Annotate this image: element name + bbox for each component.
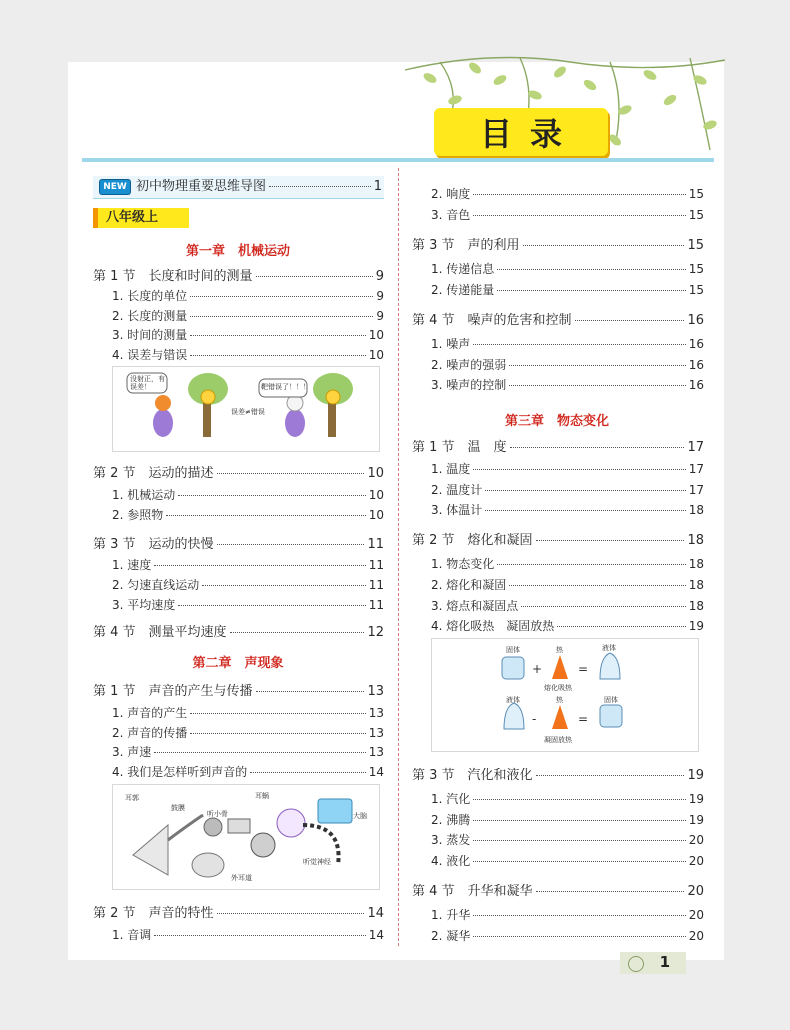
chapter-1-title: 第一章 机械运动 [185, 244, 290, 259]
toc-entry-l8[interactable]: 第 3 节 运动的快慢 11 [93, 537, 384, 552]
chapter-2-title: 第二章 声现象 [192, 656, 284, 671]
column-divider [398, 168, 399, 946]
toc-entry-l0[interactable]: 第 1 节 长度和时间的测量 9 [93, 269, 384, 284]
toc-entry-r25[interactable]: 2. 凝华 20 [431, 929, 704, 943]
illustration-melting: + = - = 固体 热 液体 熔化吸热 液体 热 固体 凝固放热 [431, 638, 699, 752]
illustration-error: 没射正，有误差！ 靶错误了！！！ 误差≠错误 [112, 366, 380, 452]
toc-title: 目录 [479, 115, 580, 153]
toc-entry-l17[interactable]: 4. 我们是怎样听到声音的 14 [112, 765, 384, 779]
toc-entry-r12[interactable]: 3. 体温计 18 [431, 503, 704, 517]
new-badge: NEW [99, 179, 131, 195]
toc-entry-l2[interactable]: 2. 长度的测量 9 [112, 309, 384, 323]
toc-entry-l12[interactable]: 第 4 节 测量平均速度 12 [93, 625, 384, 640]
toc-entry-l10[interactable]: 2. 匀速直线运动 11 [112, 578, 384, 592]
toc-entry-l3[interactable]: 3. 时间的测量 10 [112, 328, 384, 342]
toc-entry-l7[interactable]: 2. 参照物 10 [112, 508, 384, 522]
toc-entry-r8[interactable]: 3. 噪声的控制 16 [431, 378, 704, 392]
toc-entry-r16[interactable]: 3. 熔点和凝固点 18 [431, 599, 704, 613]
toc-entry-l18[interactable]: 第 2 节 声音的特性 14 [93, 906, 384, 921]
toc-entry-r22[interactable]: 4. 液化 20 [431, 854, 704, 868]
toc-entry-r5[interactable]: 第 4 节 噪声的危害和控制 16 [412, 313, 704, 328]
toc-entry-r13[interactable]: 第 2 节 熔化和凝固 18 [412, 533, 704, 548]
svg-text:+: + [532, 662, 543, 676]
toc-entry-r15[interactable]: 2. 熔化和凝固 18 [431, 578, 704, 592]
toc-entry-r19[interactable]: 1. 汽化 19 [431, 792, 704, 806]
toc-entry-r10[interactable]: 1. 温度 17 [431, 462, 704, 476]
toc-entry-l5[interactable]: 第 2 节 运动的描述 10 [93, 466, 384, 481]
book-logo-icon [628, 956, 644, 972]
toc-entry-mindmap[interactable]: 初中物理重要思维导图 1 [136, 179, 382, 194]
toc-entry-r24[interactable]: 1. 升华 20 [431, 908, 704, 922]
toc-entry-l11[interactable]: 3. 平均速度 11 [112, 598, 384, 612]
toc-entry-r9[interactable]: 第 1 节 温 度 17 [412, 440, 704, 455]
svg-text:-: - [532, 712, 537, 726]
toc-entry-r14[interactable]: 1. 物态变化 18 [431, 557, 704, 571]
toc-entry-r21[interactable]: 3. 蒸发 20 [431, 833, 704, 847]
toc-entry-r11[interactable]: 2. 温度计 17 [431, 483, 704, 497]
toc-entry-l13[interactable]: 第 1 节 声音的产生与传播 13 [93, 684, 384, 699]
toc-entry-r23[interactable]: 第 4 节 升华和凝华 20 [412, 884, 704, 899]
page-number: 1 [659, 953, 670, 971]
toc-entry-r20[interactable]: 2. 沸腾 19 [431, 813, 704, 827]
toc-entry-r17[interactable]: 4. 熔化吸热 凝固放热 19 [431, 619, 704, 633]
toc-entry-r4[interactable]: 2. 传递能量 15 [431, 283, 704, 297]
toc-entry-l15[interactable]: 2. 声音的传播 13 [112, 726, 384, 740]
toc-entry-l16[interactable]: 3. 声速 13 [112, 745, 384, 759]
toc-entry-r7[interactable]: 2. 噪声的强弱 16 [431, 358, 704, 372]
page-number-tab [620, 952, 686, 974]
toc-entry-r18[interactable]: 第 3 节 汽化和液化 19 [412, 768, 704, 783]
svg-text:=: = [578, 662, 589, 676]
toc-entry-r6[interactable]: 1. 噪声 16 [431, 337, 704, 351]
toc-entry-l4[interactable]: 4. 误差与错误 10 [112, 348, 384, 362]
toc-entry-l9[interactable]: 1. 速度 11 [112, 558, 384, 572]
grade-label: 八年级上 [93, 208, 189, 228]
toc-title-box [434, 108, 608, 156]
toc-entry-l1[interactable]: 1. 长度的单位 9 [112, 289, 384, 303]
toc-entry-r0[interactable]: 2. 响度 15 [431, 187, 704, 201]
toc-entry-r1[interactable]: 3. 音色 15 [431, 208, 704, 222]
svg-text:=: = [578, 712, 589, 726]
toc-entry-l6[interactable]: 1. 机械运动 10 [112, 488, 384, 502]
toc-entry-r2[interactable]: 第 3 节 声的利用 15 [412, 238, 704, 253]
chapter-3-title: 第三章 物态变化 [504, 414, 609, 429]
toc-entry-l19[interactable]: 1. 音调 14 [112, 928, 384, 942]
toc-entry-r3[interactable]: 1. 传递信息 15 [431, 262, 704, 276]
illustration-ear: 耳郭 鼓膜 听小骨 耳蜗 大脑 听觉神经 外耳道 [112, 784, 380, 890]
toc-entry-l14[interactable]: 1. 声音的产生 13 [112, 706, 384, 720]
